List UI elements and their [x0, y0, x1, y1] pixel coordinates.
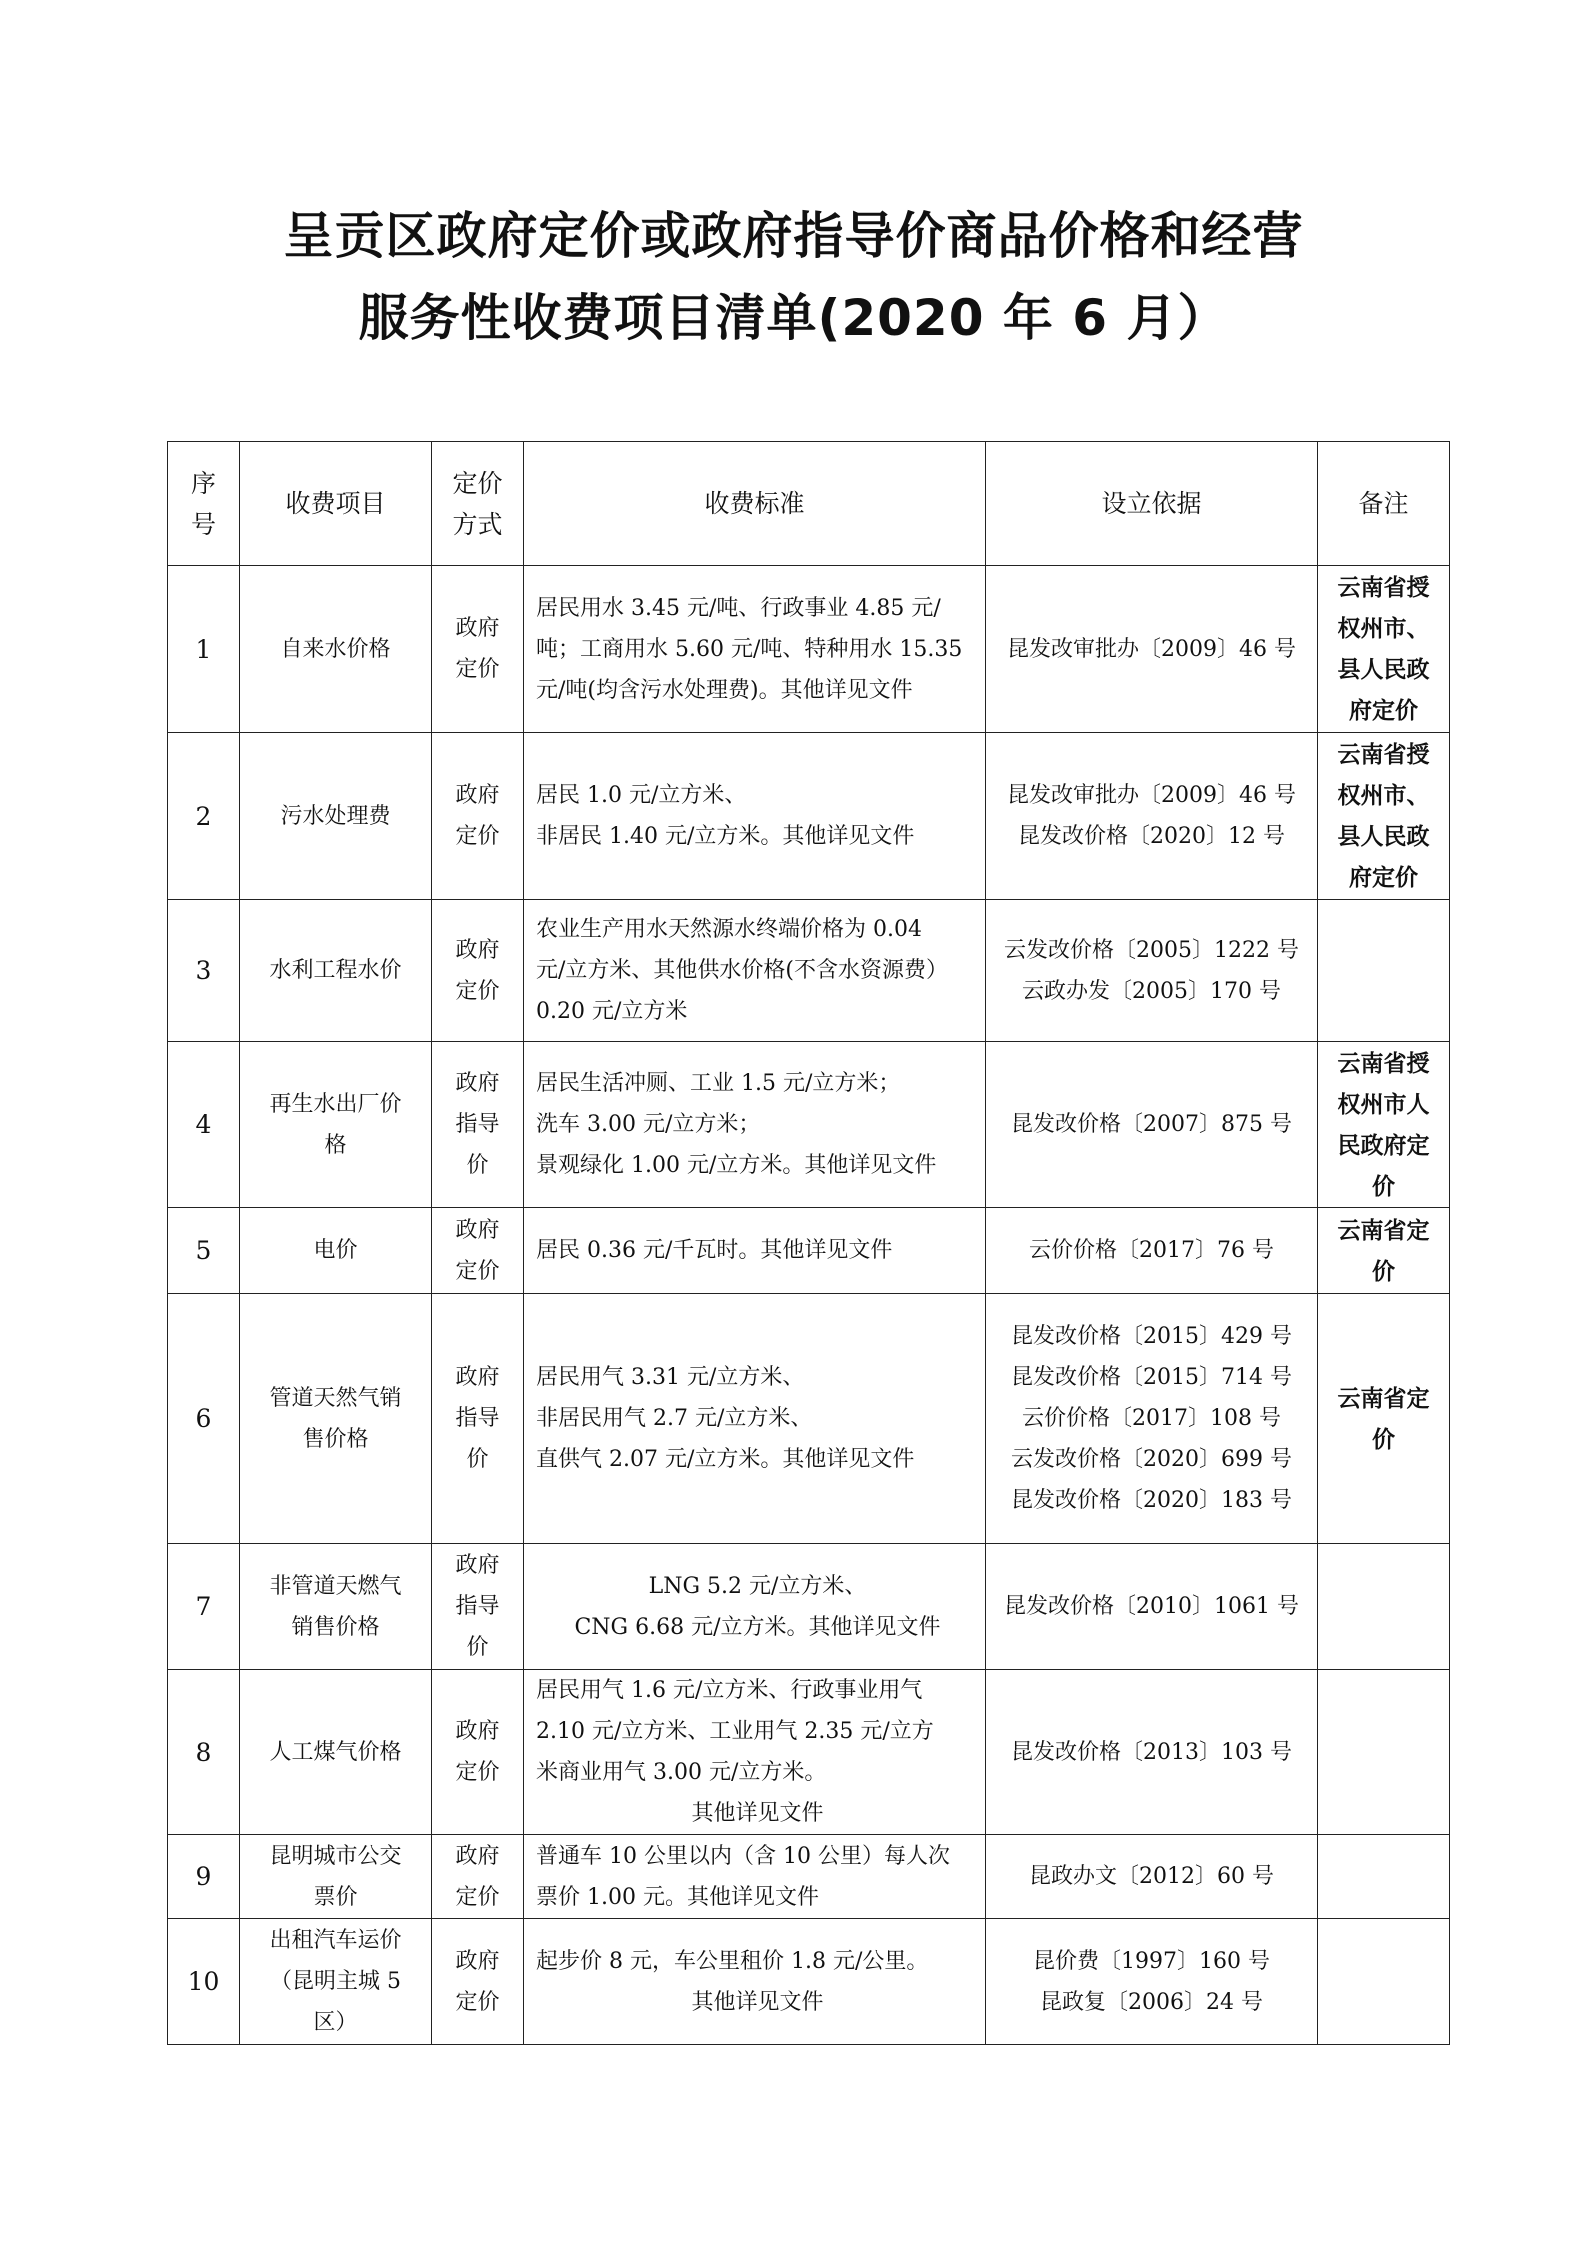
- item-cell-line: 非管道天燃气: [269, 1573, 402, 1599]
- method-cell-line: 定价: [455, 1258, 500, 1284]
- standard-cell: [524, 566, 986, 733]
- row-number: 2: [168, 733, 240, 900]
- method-cell-line: 定价: [455, 657, 500, 682]
- standard-cell-line: 吨；工商用水 5.60 元/吨、特种用水 15.35: [536, 636, 963, 662]
- method-cell: [432, 1294, 524, 1544]
- method-cell: [432, 1835, 524, 1919]
- item-cell: [240, 566, 432, 733]
- item-cell-line: 区）: [313, 2010, 358, 2035]
- standard-cell: [524, 1835, 986, 1919]
- method-cell-line: 政府: [455, 1719, 500, 1744]
- note-cell-line: 县人民政: [1337, 656, 1430, 683]
- standard-cell-line: 居民用水 3.45 元/吨、行政事业 4.85 元/: [536, 595, 941, 621]
- table-row: [168, 1294, 1450, 1544]
- note-cell: [1318, 1835, 1450, 1919]
- standard-cell-line: 0.20 元/立方米: [536, 999, 688, 1024]
- note-cell-line: 民政府定: [1337, 1131, 1430, 1159]
- standard-cell-line: 票价 1.00 元。其他详见文件: [536, 1884, 819, 1910]
- row-number: 4: [168, 1042, 240, 1208]
- note-cell-line: 权州市人: [1337, 1090, 1430, 1118]
- method-cell-line: 价: [466, 1153, 489, 1178]
- title-line-1: 呈贡区政府定价或政府指导价商品价格和经营: [283, 207, 1304, 265]
- row-number: 10: [168, 1919, 240, 2045]
- note-cell-line: 府定价: [1349, 864, 1418, 891]
- method-cell-line: 价: [466, 1635, 489, 1660]
- method-cell-line: 价: [466, 1447, 489, 1472]
- item-cell-line: 水利工程水价: [269, 958, 402, 983]
- method-cell: [432, 566, 524, 733]
- standard-cell: [524, 733, 986, 900]
- note-cell-line: 价: [1372, 1172, 1395, 1200]
- header-method: [432, 442, 524, 566]
- table-row: [168, 1670, 1450, 1835]
- note-cell-line: 价: [1372, 1425, 1395, 1453]
- note-cell: [1318, 1544, 1450, 1670]
- basis-cell-line: 昆价费〔1997〕160 号: [1033, 1948, 1270, 1974]
- basis-cell-line: 云发改价格〔2005〕1222 号: [1004, 937, 1299, 963]
- basis-cell-line: 昆发改价格〔2013〕103 号: [1011, 1739, 1292, 1765]
- note-cell-line: 云南省定: [1337, 1384, 1430, 1412]
- basis-cell-line: 昆发改价格〔2015〕714 号: [1011, 1365, 1292, 1390]
- standard-cell-line: 农业生产用水天然源水终端价格为 0.04: [536, 917, 922, 942]
- table-body: [168, 566, 1450, 2045]
- standard-cell: [524, 900, 986, 1042]
- header-method-line: 方式: [452, 509, 503, 539]
- table-row: [168, 566, 1450, 733]
- basis-cell-line: 昆政复〔2006〕24 号: [1040, 1989, 1263, 2015]
- note-cell: [1318, 900, 1450, 1042]
- standard-cell-line: 2.10 元/立方米、工业用气 2.35 元/立方: [536, 1719, 934, 1744]
- basis-cell: [986, 1835, 1318, 1919]
- note-cell-line: 价: [1372, 1257, 1395, 1285]
- basis-cell: [986, 1208, 1318, 1294]
- page-title: [0, 195, 1587, 359]
- standard-cell: [524, 1919, 986, 2045]
- note-cell: [1318, 1042, 1450, 1208]
- method-cell-line: 政府: [455, 1365, 500, 1390]
- basis-cell-line: 昆政办文〔2012〕60 号: [1029, 1864, 1274, 1889]
- method-cell-line: 政府: [455, 783, 500, 808]
- row-number: 5: [168, 1208, 240, 1294]
- header-method-line: 定价: [452, 468, 503, 498]
- header-item: 收费项目: [240, 442, 432, 566]
- table-row: [168, 1544, 1450, 1670]
- standard-cell-line: 居民 1.0 元/立方米、: [536, 783, 747, 808]
- standard-cell-line: 其他详见文件: [691, 1989, 824, 2015]
- note-cell-line: 权州市、: [1337, 782, 1430, 809]
- standard-cell-line: 普通车 10 公里以内（含 10 公里）每人次: [536, 1843, 950, 1869]
- item-cell: [240, 1835, 432, 1919]
- item-cell: [240, 1208, 432, 1294]
- method-cell-line: 政府: [455, 1948, 500, 1974]
- standard-cell-line: 元/立方米、其他供水价格(不含水资源费）: [536, 958, 948, 983]
- basis-cell-line: 昆发改价格〔2020〕183 号: [1011, 1488, 1292, 1513]
- header-no: [168, 442, 240, 566]
- method-cell-line: 定价: [455, 824, 500, 849]
- method-cell: [432, 1919, 524, 2045]
- item-cell-line: 管道天然气销: [269, 1385, 402, 1411]
- header-note: 备注: [1318, 442, 1450, 566]
- item-cell-line: 昆明城市公交: [269, 1843, 402, 1869]
- standard-cell: [524, 1208, 986, 1294]
- basis-cell-line: 昆发改价格〔2015〕429 号: [1011, 1324, 1292, 1349]
- basis-cell-line: 昆发改审批办〔2009〕46 号: [1007, 783, 1296, 808]
- header-standard: 收费标准: [524, 442, 986, 566]
- note-cell: [1318, 1919, 1450, 2045]
- note-cell: [1318, 733, 1450, 900]
- item-cell-line: 售价格: [302, 1426, 369, 1452]
- basis-cell: [986, 1544, 1318, 1670]
- method-cell-line: 政府: [455, 616, 500, 641]
- table-row: [168, 733, 1450, 900]
- basis-cell-line: 云价价格〔2017〕108 号: [1022, 1406, 1281, 1431]
- standard-cell-line: 居民 0.36 元/千瓦时。其他详见文件: [536, 1238, 893, 1263]
- item-cell-line: 销售价格: [291, 1614, 380, 1640]
- note-cell-line: 县人民政: [1337, 823, 1430, 850]
- basis-cell-line: 昆发改审批办〔2009〕46 号: [1007, 636, 1296, 662]
- row-number: 7: [168, 1544, 240, 1670]
- standard-cell-line: 洗车 3.00 元/立方米；: [536, 1112, 761, 1137]
- method-cell-line: 政府: [455, 1843, 500, 1869]
- item-cell-line: 电价: [313, 1238, 358, 1263]
- row-number: 3: [168, 900, 240, 1042]
- item-cell: [240, 1919, 432, 2045]
- method-cell-line: 定价: [455, 1989, 500, 2015]
- method-cell-line: 政府: [455, 1071, 500, 1096]
- note-cell: [1318, 566, 1450, 733]
- basis-cell-line: 昆发改价格〔2007〕875 号: [1011, 1112, 1292, 1137]
- method-cell-line: 政府: [455, 1217, 500, 1243]
- method-cell-line: 定价: [455, 1884, 500, 1910]
- item-cell-line: 再生水出厂价: [269, 1091, 402, 1117]
- method-cell-line: 政府: [455, 1553, 500, 1578]
- row-number: 8: [168, 1670, 240, 1835]
- table-header-row: [168, 442, 1450, 566]
- basis-cell: [986, 1919, 1318, 2045]
- header-no-line: 号: [190, 509, 216, 539]
- note-cell-line: 云南省授: [1337, 1049, 1430, 1077]
- standard-cell-line: LNG 5.2 元/立方米、: [648, 1573, 867, 1599]
- item-cell-line: 票价: [313, 1884, 358, 1910]
- item-cell: [240, 1042, 432, 1208]
- method-cell-line: 定价: [455, 1760, 500, 1785]
- standard-cell-line: 直供气 2.07 元/立方米。其他详见文件: [536, 1447, 915, 1472]
- item-cell: [240, 733, 432, 900]
- method-cell: [432, 1042, 524, 1208]
- basis-cell: [986, 1670, 1318, 1835]
- basis-cell: [986, 1294, 1318, 1544]
- item-cell: [240, 1294, 432, 1544]
- note-cell: [1318, 1208, 1450, 1294]
- item-cell-line: 格: [324, 1132, 347, 1158]
- standard-cell: [524, 1042, 986, 1208]
- method-cell: [432, 1544, 524, 1670]
- method-cell-line: 指导: [455, 1594, 500, 1619]
- row-number: 1: [168, 566, 240, 733]
- method-cell-line: 定价: [455, 978, 500, 1004]
- table-row: [168, 900, 1450, 1042]
- title-line-2: 服务性收费项目清单(2020 年 6 月）: [358, 289, 1229, 347]
- price-list-table: [167, 441, 1450, 2045]
- basis-cell: [986, 900, 1318, 1042]
- table-row: [168, 1042, 1450, 1208]
- method-cell: [432, 1208, 524, 1294]
- standard-cell-line: 非居民 1.40 元/立方米。其他详见文件: [536, 824, 915, 849]
- method-cell-line: 指导: [455, 1112, 500, 1137]
- table-row: [168, 1835, 1450, 1919]
- row-number: 6: [168, 1294, 240, 1544]
- item-cell-line: （昆明主城 5: [270, 1969, 401, 1994]
- header-basis: 设立依据: [986, 442, 1318, 566]
- item-cell: [240, 1544, 432, 1670]
- table-row: [168, 1919, 1450, 2045]
- note-cell-line: 府定价: [1349, 697, 1418, 724]
- header-no-line: 序: [190, 468, 216, 498]
- standard-cell-line: 非居民用气 2.7 元/立方米、: [536, 1406, 813, 1431]
- row-number: 9: [168, 1835, 240, 1919]
- standard-cell-line: 居民用气 1.6 元/立方米、行政事业用气: [536, 1678, 923, 1703]
- note-cell-line: 云南省授: [1337, 574, 1430, 601]
- basis-cell-line: 昆发改价格〔2020〕12 号: [1018, 824, 1285, 849]
- basis-cell-line: 云价价格〔2017〕76 号: [1029, 1238, 1274, 1263]
- basis-cell-line: 云发改价格〔2020〕699 号: [1011, 1447, 1292, 1472]
- table-row: [168, 1208, 1450, 1294]
- standard-cell: [524, 1670, 986, 1835]
- item-cell-line: 污水处理费: [280, 803, 391, 829]
- note-cell-line: 权州市、: [1337, 615, 1430, 642]
- basis-cell: [986, 566, 1318, 733]
- standard-cell-line: 起步价 8 元，车公里租价 1.8 元/公里。: [536, 1948, 929, 1974]
- standard-cell-line: 元/吨(均含污水处理费)。其他详见文件: [536, 677, 913, 703]
- note-cell-line: 云南省授: [1337, 741, 1430, 768]
- item-cell: [240, 900, 432, 1042]
- basis-cell-line: 云政办发〔2005〕170 号: [1022, 978, 1281, 1004]
- standard-cell-line: 居民生活冲厕、工业 1.5 元/立方米；: [536, 1071, 901, 1096]
- item-cell: [240, 1670, 432, 1835]
- basis-cell: [986, 1042, 1318, 1208]
- item-cell-line: 出租汽车运价: [269, 1928, 402, 1953]
- standard-cell-line: CNG 6.68 元/立方米。其他详见文件: [574, 1614, 941, 1640]
- standard-cell: [524, 1294, 986, 1544]
- item-cell-line: 人工煤气价格: [269, 1739, 402, 1765]
- item-cell-line: 自来水价格: [280, 636, 391, 662]
- basis-cell-line: 昆发改价格〔2010〕1061 号: [1004, 1594, 1299, 1619]
- method-cell: [432, 900, 524, 1042]
- note-cell: [1318, 1670, 1450, 1835]
- method-cell: [432, 733, 524, 900]
- standard-cell-line: 其他详见文件: [691, 1801, 824, 1826]
- method-cell-line: 指导: [455, 1406, 500, 1431]
- note-cell: [1318, 1294, 1450, 1544]
- standard-cell: [524, 1544, 986, 1670]
- standard-cell-line: 居民用气 3.31 元/立方米、: [536, 1365, 805, 1390]
- standard-cell-line: 米商业用气 3.00 元/立方米。: [536, 1760, 827, 1785]
- standard-cell-line: 景观绿化 1.00 元/立方米。其他详见文件: [536, 1153, 937, 1178]
- note-cell-line: 云南省定: [1337, 1216, 1430, 1244]
- basis-cell: [986, 733, 1318, 900]
- method-cell-line: 政府: [455, 937, 500, 963]
- method-cell: [432, 1670, 524, 1835]
